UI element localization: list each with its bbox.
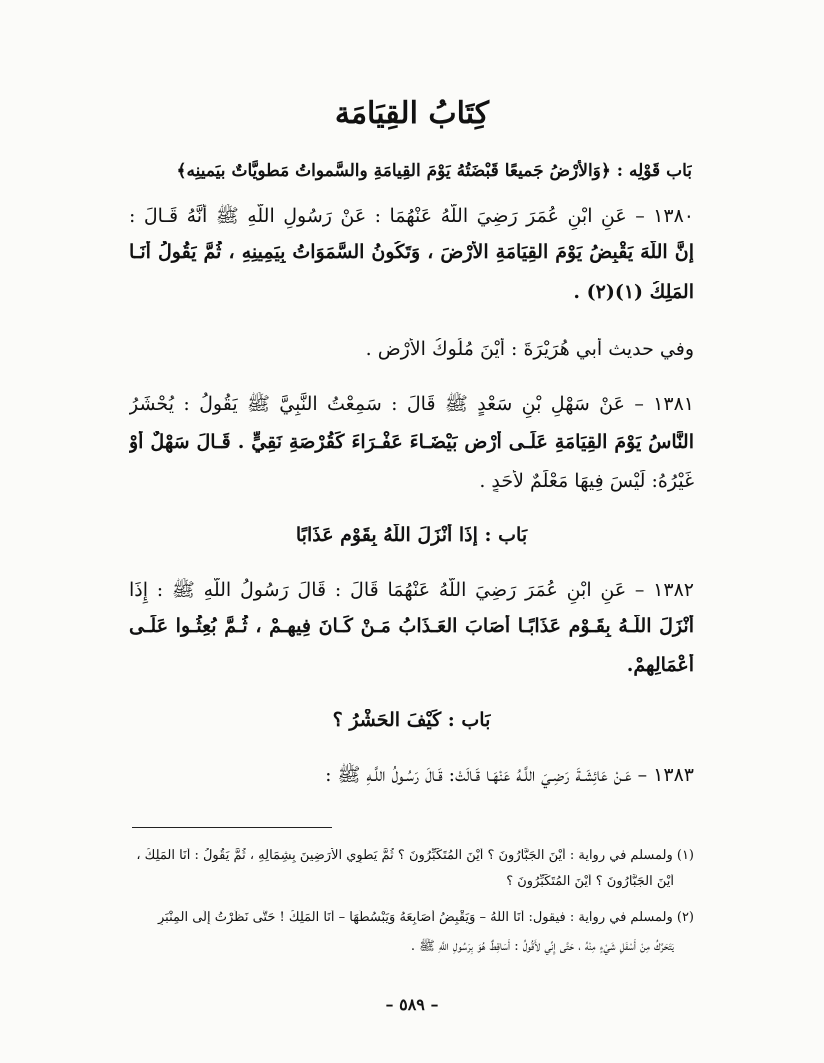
chapter-heading-1: بَاب قَوْلِه : ﴿وَالأَرْضُ جَميعًا قَبْضَتُهُ يَوْمَ القِيامَةِ والسَّمواتُ مَطويَّاتٌ بيَمينِه﴾ (176, 161, 692, 181)
footnote-1-line-2: أَيْنَ الجَبَّارُونَ ؟ أَيْنَ المُتَكَبِّرُونَ ؟ (506, 874, 674, 889)
hadith-1383-line-1: ١٣٨٣ – عَـنْ عَائِشَـةَ رَضِـيَ اللَّـهُ عَنْهَـا قَـالَتْ: قَـالَ رَسُـولُ اللَّـهِ ﷺ : (325, 764, 694, 786)
hadith-1380-line-1: ١٣٨٠ – عَنِ ابْنِ عُمَرَ رَضِيَ اللَّهُ عَنْهُمَا : عَنْ رَسُولِ اللَّهِ ﷺ أَنَّهُ قَـالَ : (129, 205, 694, 227)
chapter-heading-4: بَاب : كَيْفَ الحَشْرُ ؟ (332, 709, 491, 731)
footnote-2-line-2: يَتَحَرَّكُ مِنْ أَسْفَلِ شَيْءٍ مِنْهُ ، حَتَّى إِنِّي لأَقُولُ : أَسَاقِطٌ هُوَ بِرَسُولِ اللَّهِ ﷺ . (410, 939, 674, 954)
page-number: – ٥٨٩ – (385, 995, 439, 1014)
hadith-1382-line-1: ١٣٨٢ – عَنِ ابْنِ عُمَرَ رَضِيَ اللَّهُ عَنْهُمَا قَالَ : قَالَ رَسُولُ اللَّهِ ﷺ : إِذَا (129, 579, 694, 601)
book-title: كِتَابُ القِيَامَة (334, 96, 490, 131)
hadith-1382-line-2: أَنْزَلَ اللَّـهُ بِقَـوْمٍ عَذَابًـا أَصَابَ العَـذَابُ مَـنْ كَـانَ فِيهِـمْ ، ثُـمَّ بُعِثُـوا عَلَـى (129, 615, 694, 637)
footnote-1-line-1: (١) ولمسلم في رواية : أَيْنَ الجَبَّارُونَ ؟ أَيْنَ المُتَكَبِّرُونَ ؟ ثُمَّ يَطوِي الأَرَضِينَ بِشِمَالِهِ ، ثُمَّ يَقُولُ : أَنَا المَلِكُ ، (136, 848, 694, 863)
footnote-divider (132, 827, 332, 828)
hadith-1380-note: وفي حديث أَبي هُرَيْرَةَ : أَيْنَ مُلُوكُ الأَرْضِ . (365, 338, 694, 360)
hadith-1380-line-2: إِنَّ اللَّهَ يَقْبِضُ يَوْمَ القِيَامَةِ الأَرْضَ ، وَتَكُونُ السَّمَوَاتُ بِيَمِينِهِ ، ثُمَّ يَقُولُ أَنَـا (129, 241, 694, 263)
chapter-heading-3: بَاب : إِذَا أَنْزَلَ اللَّهُ بِقَوْمٍ عَذَابًا (295, 524, 528, 546)
footnote-2-line-1: (٢) ولمسلم في رواية : فيقول: أَنَا اللَّهُ – وَيَقْبِضُ أَصَابِعَهُ وَيَبْسُطُهَا – أَنَا المَلِكُ ! حَتَّى نَظَرْتُ إِلَى المِنْبَرِ (157, 910, 694, 925)
hadith-1381-line-1: ١٣٨١ – عَنْ سَهْلِ بْنِ سَعْدٍ ﷺ قَالَ : سَمِعْتُ النَّبِيَّ ﷺ يَقُولُ : يُحْشَرُ (129, 393, 694, 415)
hadith-1381-line-3: غَيْرُهُ: لَيْسَ فِيهَا مَعْلَمٌ لأَحَدٍ . (479, 470, 694, 492)
hadith-1381-line-2: النَّاسُ يَوْمَ القِيَامَةِ عَلَـى أَرْضٍ بَيْضَـاءَ عَفْـرَاءَ كَقُرْصَةِ نَقِيٍّ . قَـالَ سَهْلٌ أَوْ (129, 431, 694, 453)
hadith-1380-line-3: المَلِكُ (١)(٢) . (573, 281, 694, 303)
hadith-1382-line-3: أَعْمَالِهِمْ. (626, 654, 694, 676)
